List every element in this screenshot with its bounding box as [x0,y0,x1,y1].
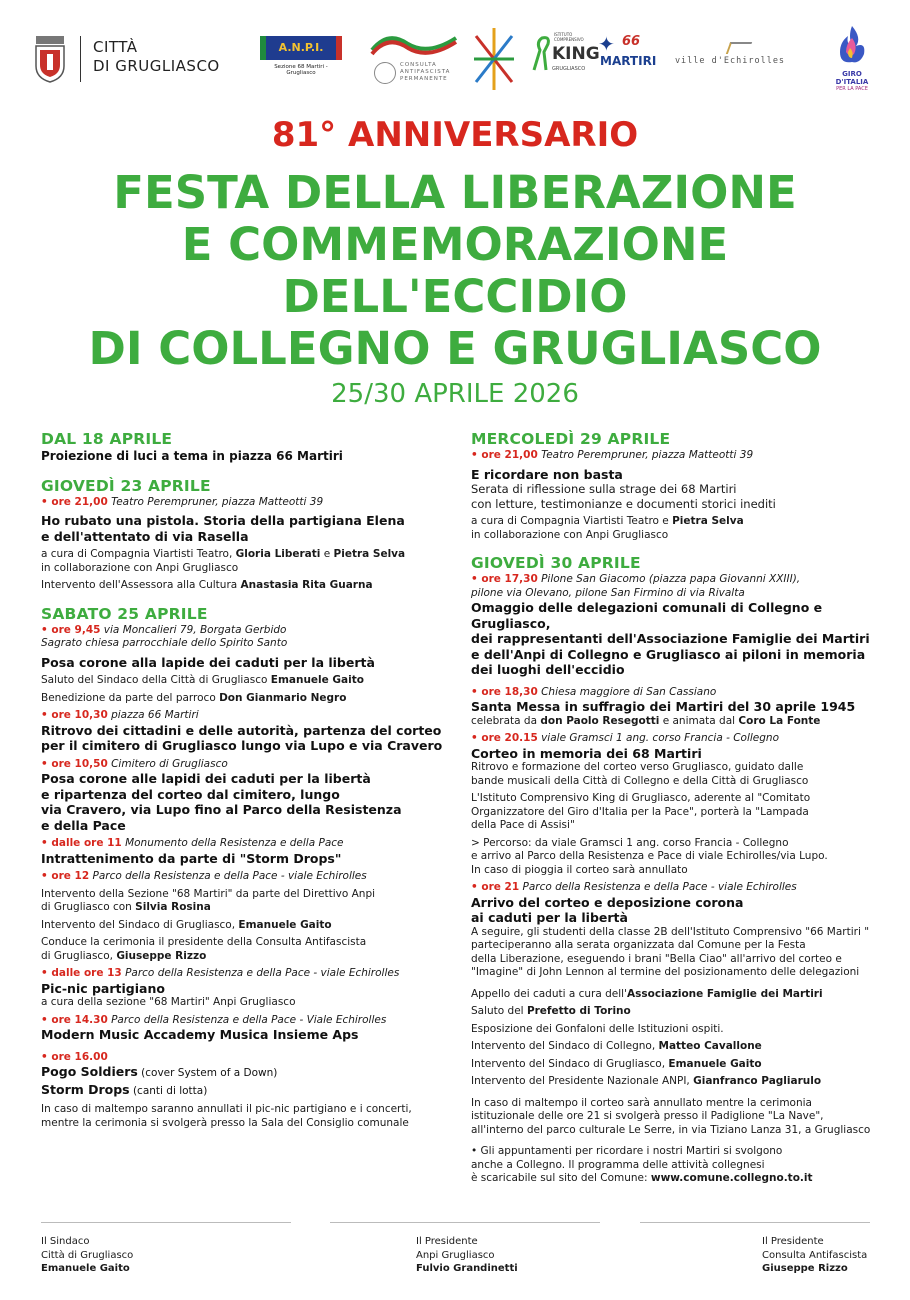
anpi-logo [260,36,342,80]
benedizione: Benedizione da parte del parroco Don Gianmario Negro [41,691,347,704]
time-10-30: • ore 10,30 piazza 66 Martiri [41,709,199,721]
time-29-april: • ore 21,00 Teatro Perempruner, piazza Matteotti 39 [471,449,754,461]
messa-credit: celebrata da don Paolo Resegotti e animata dal Coro La Fonte [471,714,821,727]
echirolles-name: ville d'Echirolles [674,56,786,66]
maltempo-right-line-3: all'interno del parco culturale Le Serre, in via Tiziano Lanza 31, a Grugliasco [471,1123,871,1136]
time-16: • ore 16.00 [41,1050,108,1063]
conduce-line-1: Conduce la cerimonia il presidente della Consulta Antifascista [41,936,367,948]
event-ricordare: E ricordare non basta [471,466,623,482]
studenti-line-3: della Liberazione, eseguendo i brani "Bella Ciao" all'arrivo del corteo e [471,952,842,965]
title-line-1: FESTA DELLA LIBERAZIONE [113,166,797,219]
time-23-april: • ore 21,00 Teatro Perempruner, piazza Matteotti 39 [41,495,324,508]
maltempo-right-line-1: In caso di maltempo il corteo sarà annullato mentre la cerimonia [471,1096,812,1109]
star-icon: ✦ [598,32,615,56]
intervento-anpi: Intervento del Presidente Nazionale ANPI, Gianfranco Pagliarulo [471,1075,822,1087]
saluto-prefetto: Saluto del Prefetto di Torino [471,1005,631,1017]
event-corteo: Corteo in memoria dei 68 Martiri [471,745,702,761]
collab-23-april: in collaborazione con Anpi Grugliasco [41,561,239,574]
event-omaggio-line-1: Omaggio delle delegazioni comunali di Collegno e Grugliasco, [471,600,823,631]
title-dates: 25/30 APRILE 2026 [331,379,579,409]
maltempo-right-line-2: istituzionale delle ore 21 si svolgerà presso il Padiglione "La Nave", [471,1110,824,1122]
corteo-line-1: Ritrovo e formazione del corteo verso Grugliasco, guidato dalle [471,761,804,773]
event-posa-corone-2-line-2: e ripartenza del corteo dal cimitero, lungo [41,786,340,802]
king-label: KING [552,44,600,64]
signature-sindaco: Il Sindaco Città di Grugliasco Emanuele Gaito [41,1236,134,1274]
studenti-line-4: "Imagine" di John Lennon al termine del posizionamento delle delegazioni [471,966,860,978]
event-posa-corone-2-line-1: Posa corone alle lapidi dei caduti per la libertà [41,771,371,786]
anniversary-title: 81° ANNIVERSARIO [271,115,639,155]
footer-rule-left [41,1222,291,1223]
title-line-3: DELL'ECCIDIO [282,270,628,323]
gonfaloni: Esposizione dei Gonfaloni delle Istituzioni ospiti. [471,1022,724,1035]
echirolles-mark-icon [726,42,752,54]
event-modern-music: Modern Music Accademy Musica Insieme Aps [41,1027,359,1042]
signature-anpi: Il Presidente Anpi Grugliasco Fulvio Grandinetti [416,1236,518,1274]
event-santa-messa: Santa Messa in suffragio dei Martiri del 30 aprile 1945 [471,699,856,714]
logo-bar [0,22,910,102]
event-pistola-line-1: Ho rubato una pistola. Storia della partigiana Elena [41,513,405,528]
consulta-logo [368,30,460,90]
time-11: • dalle ore 11 Monumento della Resistenza e della Pace [41,837,344,849]
day-23-april: GIOVEDÌ 23 APRILE [41,476,211,495]
percorso-line-1: > Percorso: da viale Gramsci 1 ang. corso Francia - Collegno [471,836,789,849]
studenti-line-2: parteciperanno alla serata organizzata dal Comune per la Festa [471,939,806,951]
intervento-sezione-line-2: di Grugliasco con Silvia Rosina [41,901,211,913]
credits-23-april: a cura di Compagnia Viartisti Teatro, Gloria Liberati e Pietra Selva [41,548,406,560]
event-ritrovo-line-2: per il cimitero di Grugliasco lungo via Lupo e via Cravero [41,738,443,753]
time-10-50: • ore 10,50 Cimitero di Grugliasco [41,757,228,770]
percorso-line-3: In caso di pioggia il corteo sarà annullato [471,863,688,876]
place-9-45: Sagrato chiesa parrocchiale dello Spirito Santo [41,637,288,649]
intervento-collegno: Intervento del Sindaco di Collegno, Matteo Cavallone [471,1040,762,1052]
anpi-name: A.N.P.I. [278,41,324,54]
saluto-sindaco: Saluto del Sindaco della Città di Grugliasco Emanuele Gaito [41,674,364,686]
king-top: ISTITUTO COMPRENSIVO [554,32,584,42]
city-line-1: CITTÀ [93,38,138,56]
consulta-line-3: PERMANENTE [400,76,448,82]
flag-ribbon-icon [368,30,460,56]
event-arrivo-line-1: Arrivo del corteo e deposizione corona [471,894,744,910]
time-13: • dalle ore 13 Parco della Resistenza e della Pace - viale Echirolles [41,967,400,979]
event-arrivo-line-2: ai caduti per la libertà [471,910,628,925]
time-14-30: • ore 14.30 Parco della Resistenza e della Pace - Viale Echirolles [41,1013,387,1026]
event-pogo-soldiers: Pogo Soldiers (cover System of a Down) [41,1064,278,1079]
martiri-number: 66 [622,34,641,49]
king-lampada-line-1: L'Istituto Comprensivo King di Grugliasco, aderente al "Comitato [471,792,811,804]
collegno-note-line-2: anche a Collegno. Il programma delle attività collegnesi [471,1158,765,1171]
right-column [471,430,891,1186]
66-martiri-logo [596,32,660,86]
credits-29-april: a cura di Compagnia Viartisti Teatro e Pietra Selva [471,515,744,527]
consulta-seal-icon [374,62,396,84]
flame-icon [826,24,878,64]
collegno-website-link[interactable]: www.comune.collegno.to.it [650,1172,813,1184]
day-30-april: GIOVEDÌ 30 APRILE [471,554,641,572]
studenti-line-1: A seguire, gli studenti della classe 2B dell'Istituto Comprensivo "66 Martiri " [471,925,870,938]
pic-nic-credit: a cura della sezione "68 Martiri" Anpi Grugliasco [41,996,296,1008]
le-serre-logo-icon [472,26,516,92]
footer-rule-right [640,1222,870,1223]
signature-consulta: Il Presidente Consulta Antifascista Giuseppe Rizzo [762,1236,868,1274]
event-storm-drops: Intrattenimento da parte di "Storm Drops" [41,850,342,866]
maltempo-left-line-2: mentre la cerimonia si svolgerà presso la Sala del Consiglio comunale [41,1116,409,1129]
left-column [41,430,461,1130]
light-projection-event: Proiezione di luci a tema in piazza 66 Martiri [41,449,343,463]
city-name [93,38,220,76]
martiri-label: MARTIRI [600,54,657,68]
king-lampada-line-2: Organizzatore del Giro d'Italia per la Pace", porterà la "Lampada [471,805,809,818]
corteo-line-2: bande musicali della Città di Collegno e della Città di Grugliasco [471,774,809,787]
day-25-april: SABATO 25 APRILE [41,604,208,623]
collab-29-april: in collaborazione con Anpi Grugliasco [471,528,669,541]
city-line-2: DI GRUGLIASCO [93,57,220,75]
day-29-april: MERCOLEDÌ 29 APRILE [471,430,671,448]
city-coat-of-arms-icon [30,34,70,84]
event-omaggio-line-2: dei rappresentanti dell'Associazione Famiglie dei Martiri [471,631,870,646]
time-12: • ore 12 Parco della Resistenza e della Pace - viale Echirolles [41,870,367,882]
event-posa-corone-2-line-3: via Cravero, via Lupo fino al Parco della Resistenza [41,802,402,817]
time-18-30: • ore 18,30 Chiesa maggiore di San Cassiano [471,685,717,698]
intervento-sindaco-grugliasco: Intervento del Sindaco di Grugliasco, Emanuele Gaito [41,918,332,931]
collegno-note-line-3: è scaricabile sul sito del Comune: www.comune.collegno.to.it [471,1172,813,1184]
anpi-section: Sezione 68 Martiri - Grugliasco [274,64,328,76]
event-omaggio-line-3: e dell'Anpi di Collegno e Grugliasco ai piloni in memoria [471,646,866,662]
conduce-line-2: di Grugliasco, Giuseppe Rizzo [41,949,207,962]
event-posa-corone-1: Posa corone alla lapide dei caduti per la libertà [41,654,375,670]
event-pistola-line-2: e dell'attentato di via Rasella [41,528,249,544]
echirolles-logo [674,42,786,72]
appello-caduti: Appello dei caduti a cura dell'Associazione Famiglie dei Martiri [471,987,823,1000]
consulta-line-2: ANTIFASCISTA [400,69,451,75]
title-line-4: DI COLLEGNO E GRUGLIASCO [88,322,822,375]
assessora-23-april: Intervento dell'Assessora alla Cultura Anastasia Rita Guarna [41,579,373,591]
ricordare-line-2: con letture, testimonianze e documenti storici inediti [471,496,776,511]
time-20-15: • ore 20.15 viale Gramsci 1 ang. corso Francia - Collegno [471,732,780,744]
intervento-sezione-line-1: Intervento della Sezione "68 Martiri" da parte del Direttivo Anpi [41,887,376,900]
event-omaggio-line-4: dei luoghi dell'eccidio [471,662,625,677]
title-line-2: E COMMEMORAZIONE [181,218,729,271]
giro-italia-logo [826,24,878,96]
maltempo-left-line-1: In caso di maltempo saranno annullati il pic-nic partigiano e i concerti, [41,1103,412,1115]
giro-line-1: GIRO D'ITALIA [835,70,869,86]
king-lampada-line-3: della Pace di Assisi" [471,819,575,831]
event-pic-nic: Pic-nic partigiano [41,980,165,996]
time-17-30: • ore 17,30 Pilone San Giacomo (piazza papa Giovanni XXIII), [471,573,801,585]
event-storm-drops-concert: Storm Drops (canti di lotta) [41,1081,208,1097]
percorso-line-2: e arrivo al Parco della Resistenza e Pace di viale Echirolles/via Lupo. [471,850,828,862]
day-18-april: DAL 18 APRILE [41,430,173,448]
place-17-30: pilone via Olevano, pilone San Firmino di via Rivalta [471,586,745,599]
event-posa-corone-2-line-4: e della Pace [41,817,126,833]
king-bottom: GRUGLIASCO [552,66,586,72]
ricordare-line-1: Serata di riflessione sulla strage dei 68 Martiri [471,482,737,496]
giro-line-2: PER LA PACE [836,86,868,92]
time-21: • ore 21 Parco della Resistenza e della Pace - viale Echirolles [471,881,797,893]
intervento-grugliasco: Intervento del Sindaco di Grugliasco, Emanuele Gaito [471,1057,762,1070]
time-9-45: • ore 9,45 via Moncalieri 79, Borgata Gerbido [41,623,287,636]
consulta-line-1: CONSULTA [400,62,437,68]
city-logo-divider [80,36,81,82]
king-logo [526,30,600,90]
collegno-note-line-1: • Gli appuntamenti per ricordare i nostri Martiri si svolgono [471,1145,783,1157]
footer-rule-middle [330,1222,600,1223]
event-ritrovo-line-1: Ritrovo dei cittadini e delle autorità, partenza del corteo [41,722,442,738]
